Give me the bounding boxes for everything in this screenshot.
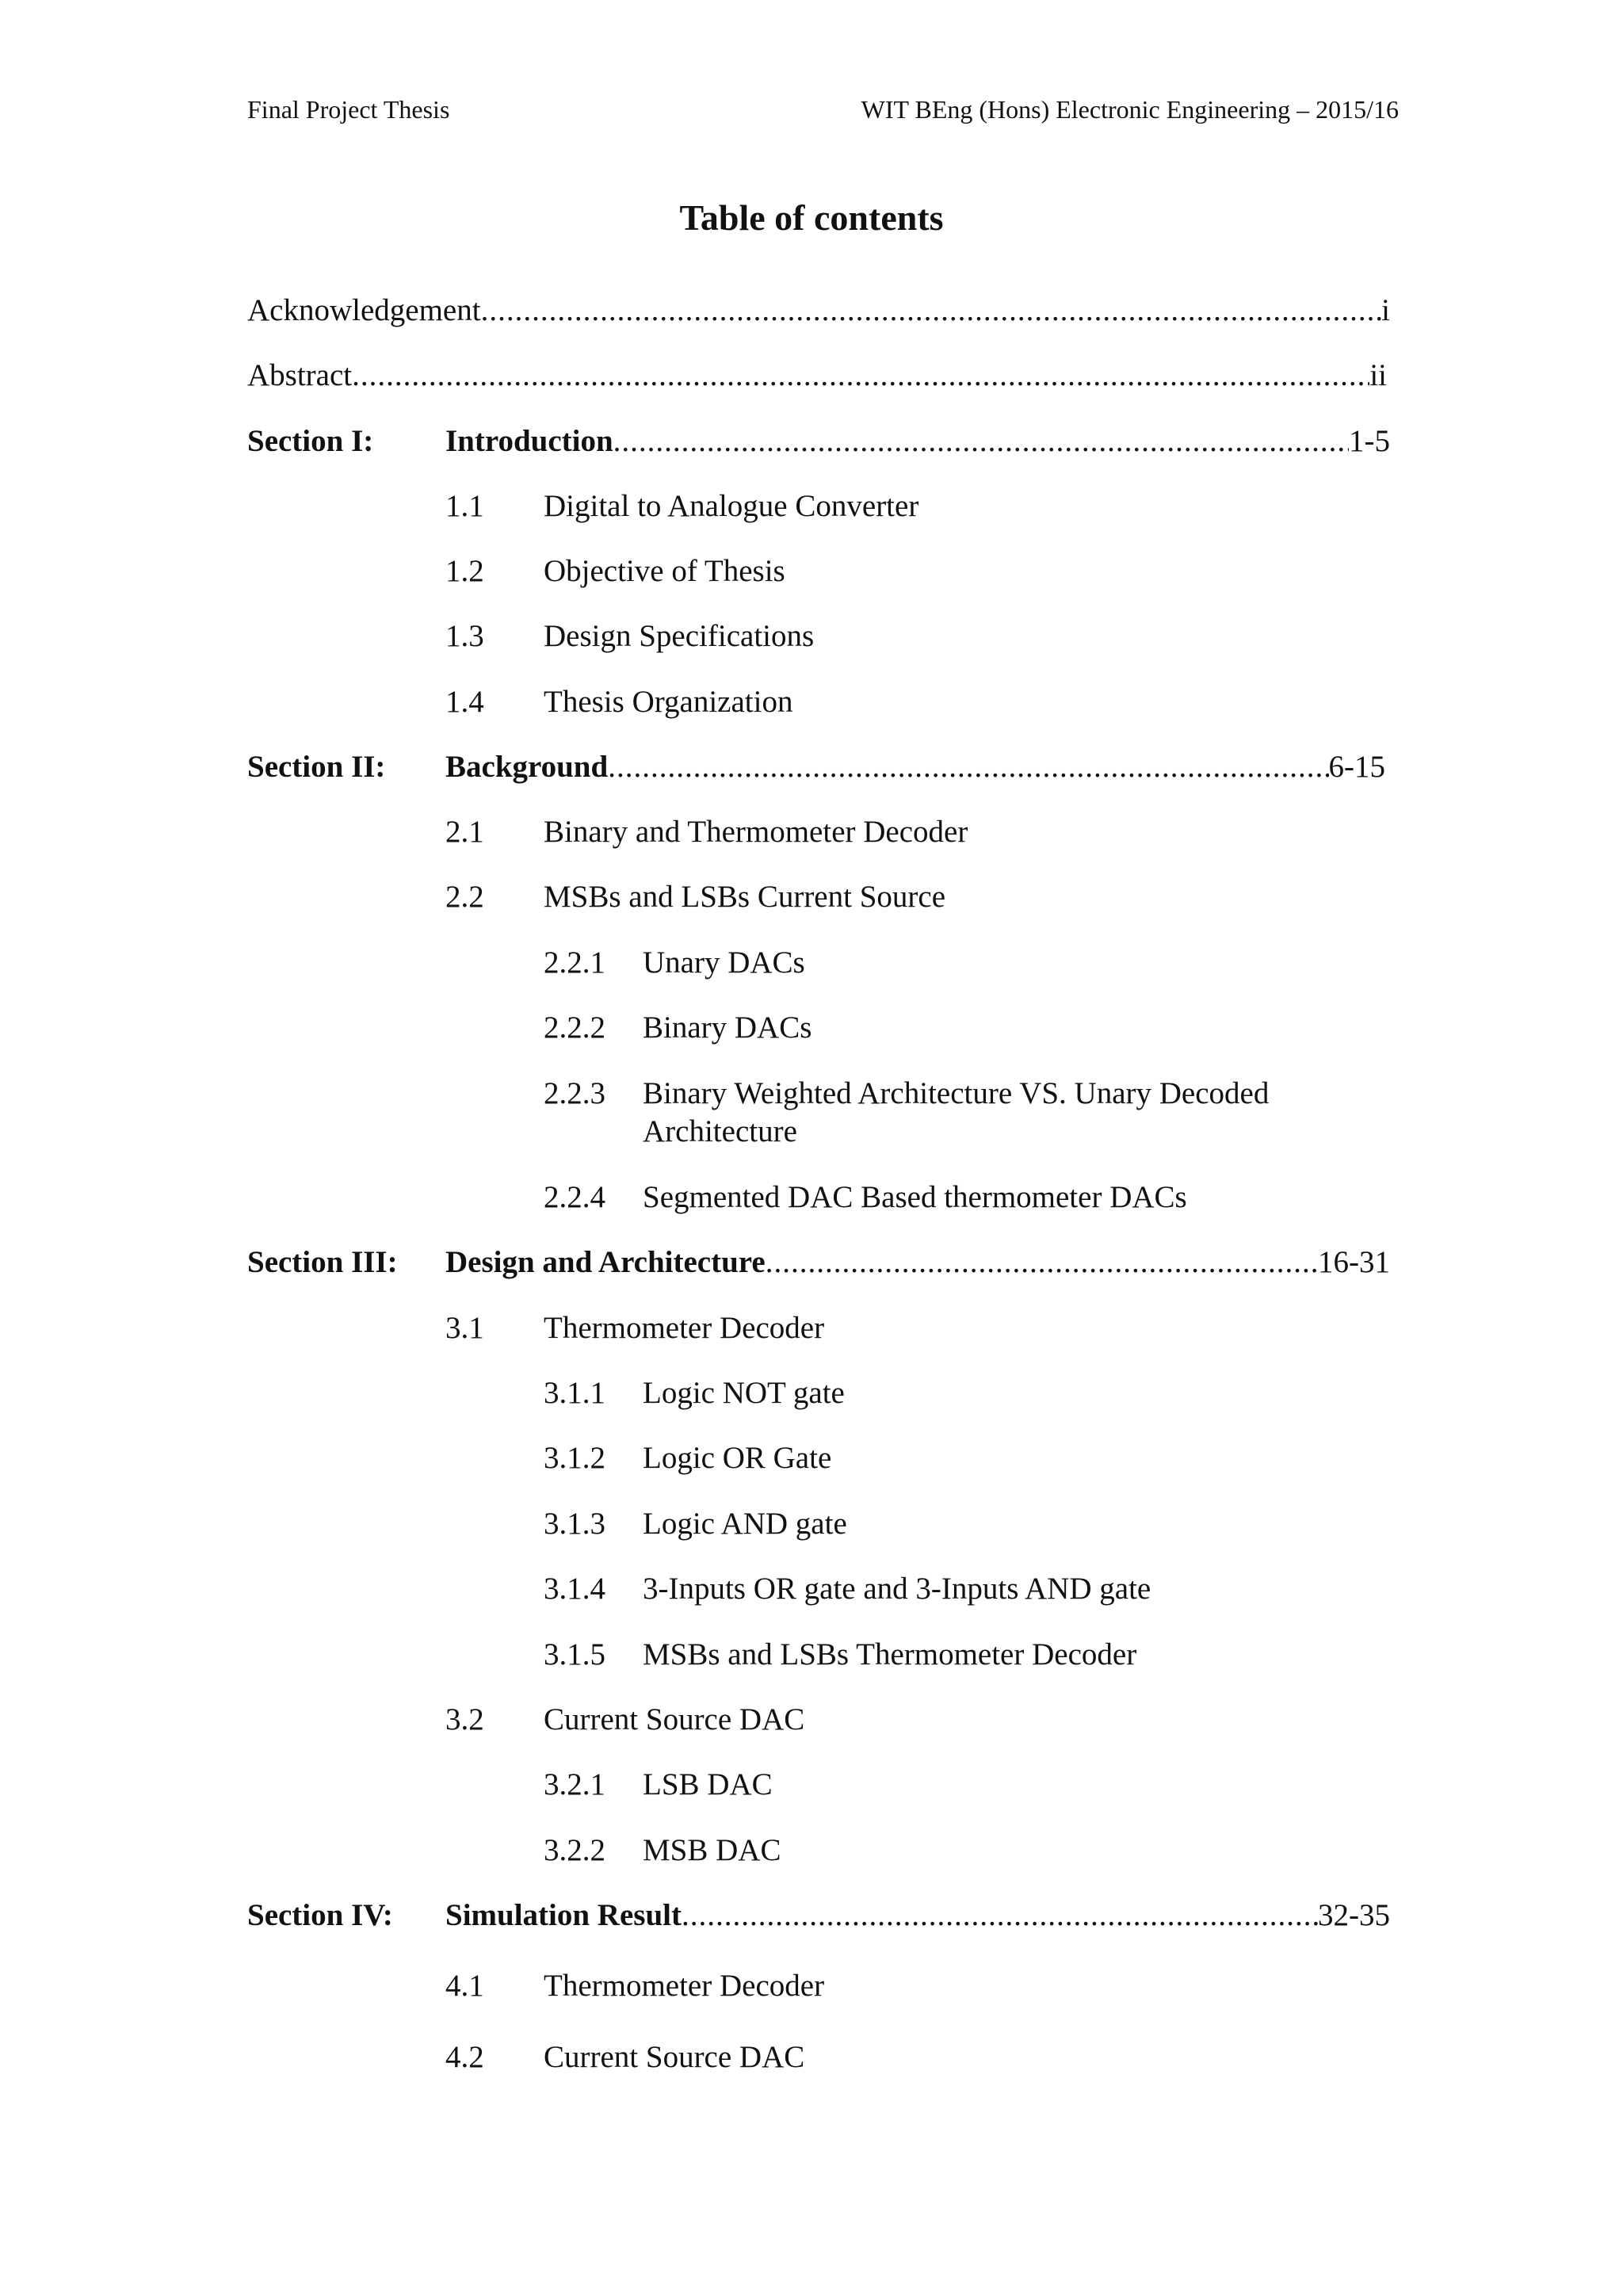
section-title: Simulation Result — [445, 1898, 682, 1932]
entry-number: 3.2.1 — [544, 1767, 605, 1801]
entry-title: Logic OR Gate — [643, 1441, 832, 1475]
entry-title: MSB DAC — [643, 1833, 781, 1867]
dot-leader — [613, 422, 1349, 460]
entry-number: 2.1 — [445, 815, 484, 849]
entry-number: 3.1.2 — [544, 1441, 605, 1475]
entry-title: MSBs and LSBs Thermometer Decoder — [643, 1637, 1137, 1671]
entry-title: MSBs and LSBs Current Source — [544, 880, 945, 914]
entry-title: Current Source DAC — [544, 1702, 805, 1736]
entry-title-continued: Architecture — [643, 1114, 797, 1148]
entry-number: 1.4 — [445, 685, 484, 719]
entry-title: Design Specifications — [544, 619, 815, 653]
entry-title: Logic NOT gate — [643, 1376, 845, 1410]
dot-leader — [682, 1897, 1318, 1935]
toc-page-number: 6-15 — [1328, 750, 1385, 784]
page-title: Table of contents — [679, 197, 944, 238]
entry-number: 2.2 — [445, 880, 484, 914]
section-label: Section IV: — [247, 1898, 393, 1932]
entry-number: 2.2.1 — [544, 946, 605, 980]
entry-number: 2.2.4 — [544, 1180, 605, 1214]
entry-number: 4.1 — [445, 1969, 484, 2003]
toc-page-number: ii — [1369, 358, 1387, 392]
entry-number: 3.2.2 — [544, 1833, 605, 1867]
section-title: Design and Architecture — [445, 1245, 766, 1279]
entry-number: 2.2.3 — [544, 1076, 605, 1110]
entry-number: 3.2 — [445, 1702, 484, 1736]
running-header-left: Final Project Thesis — [247, 95, 450, 124]
dot-leader — [766, 1244, 1318, 1282]
entry-number: 2.2.2 — [544, 1010, 605, 1045]
entry-title: Segmented DAC Based thermometer DACs — [643, 1180, 1187, 1214]
toc-leader-line — [445, 422, 1390, 460]
entry-title: Binary Weighted Architecture VS. Unary Decoded — [643, 1076, 1270, 1110]
toc-entry-title: Acknowledgement — [247, 293, 481, 327]
toc-leader-line — [247, 292, 1390, 330]
entry-title: Logic AND gate — [643, 1507, 847, 1541]
toc-entry-title: Abstract — [247, 358, 353, 392]
entry-number: 1.1 — [445, 489, 484, 523]
entry-title: Digital to Analogue Converter — [544, 489, 919, 523]
section-label: Section I: — [247, 424, 374, 458]
toc-leader-line — [445, 748, 1385, 786]
entry-number: 3.1.1 — [544, 1376, 605, 1410]
section-label: Section III: — [247, 1245, 398, 1279]
toc-page-number: i — [1381, 293, 1390, 327]
entry-title: Unary DACs — [643, 946, 805, 980]
entry-title: Binary DACs — [643, 1010, 812, 1045]
entry-number: 1.2 — [445, 554, 484, 588]
dot-leader — [352, 357, 1369, 395]
entry-title: LSB DAC — [643, 1767, 773, 1801]
dot-leader — [481, 292, 1382, 330]
entry-number: 3.1.5 — [544, 1637, 605, 1671]
entry-number: 4.2 — [445, 2040, 484, 2074]
toc-page-number: 1-5 — [1349, 424, 1390, 458]
dot-leader — [608, 748, 1328, 786]
entry-title: Thermometer Decoder — [544, 1311, 825, 1345]
toc-page-number: 16-31 — [1318, 1245, 1390, 1279]
entry-title: Current Source DAC — [544, 2040, 805, 2074]
toc-page-number: 32-35 — [1318, 1898, 1390, 1932]
section-label: Section II: — [247, 750, 386, 784]
entry-title: Binary and Thermometer Decoder — [544, 815, 968, 849]
section-title: Background — [445, 750, 609, 784]
section-title: Introduction — [445, 424, 613, 458]
toc-leader-line — [445, 1244, 1390, 1282]
running-header-right: WIT BEng (Hons) Electronic Engineering – 2015/16 — [861, 95, 1399, 124]
entry-number: 1.3 — [445, 619, 484, 653]
entry-title: Thermometer Decoder — [544, 1969, 825, 2003]
entry-number: 3.1 — [445, 1311, 484, 1345]
entry-title: 3-Inputs OR gate and 3-Inputs AND gate — [643, 1572, 1151, 1606]
entry-number: 3.1.4 — [544, 1572, 605, 1606]
entry-number: 3.1.3 — [544, 1507, 605, 1541]
toc-leader-line — [247, 357, 1387, 395]
entry-title: Thesis Organization — [544, 685, 793, 719]
entry-title: Objective of Thesis — [544, 554, 785, 588]
toc-leader-line — [445, 1897, 1390, 1935]
